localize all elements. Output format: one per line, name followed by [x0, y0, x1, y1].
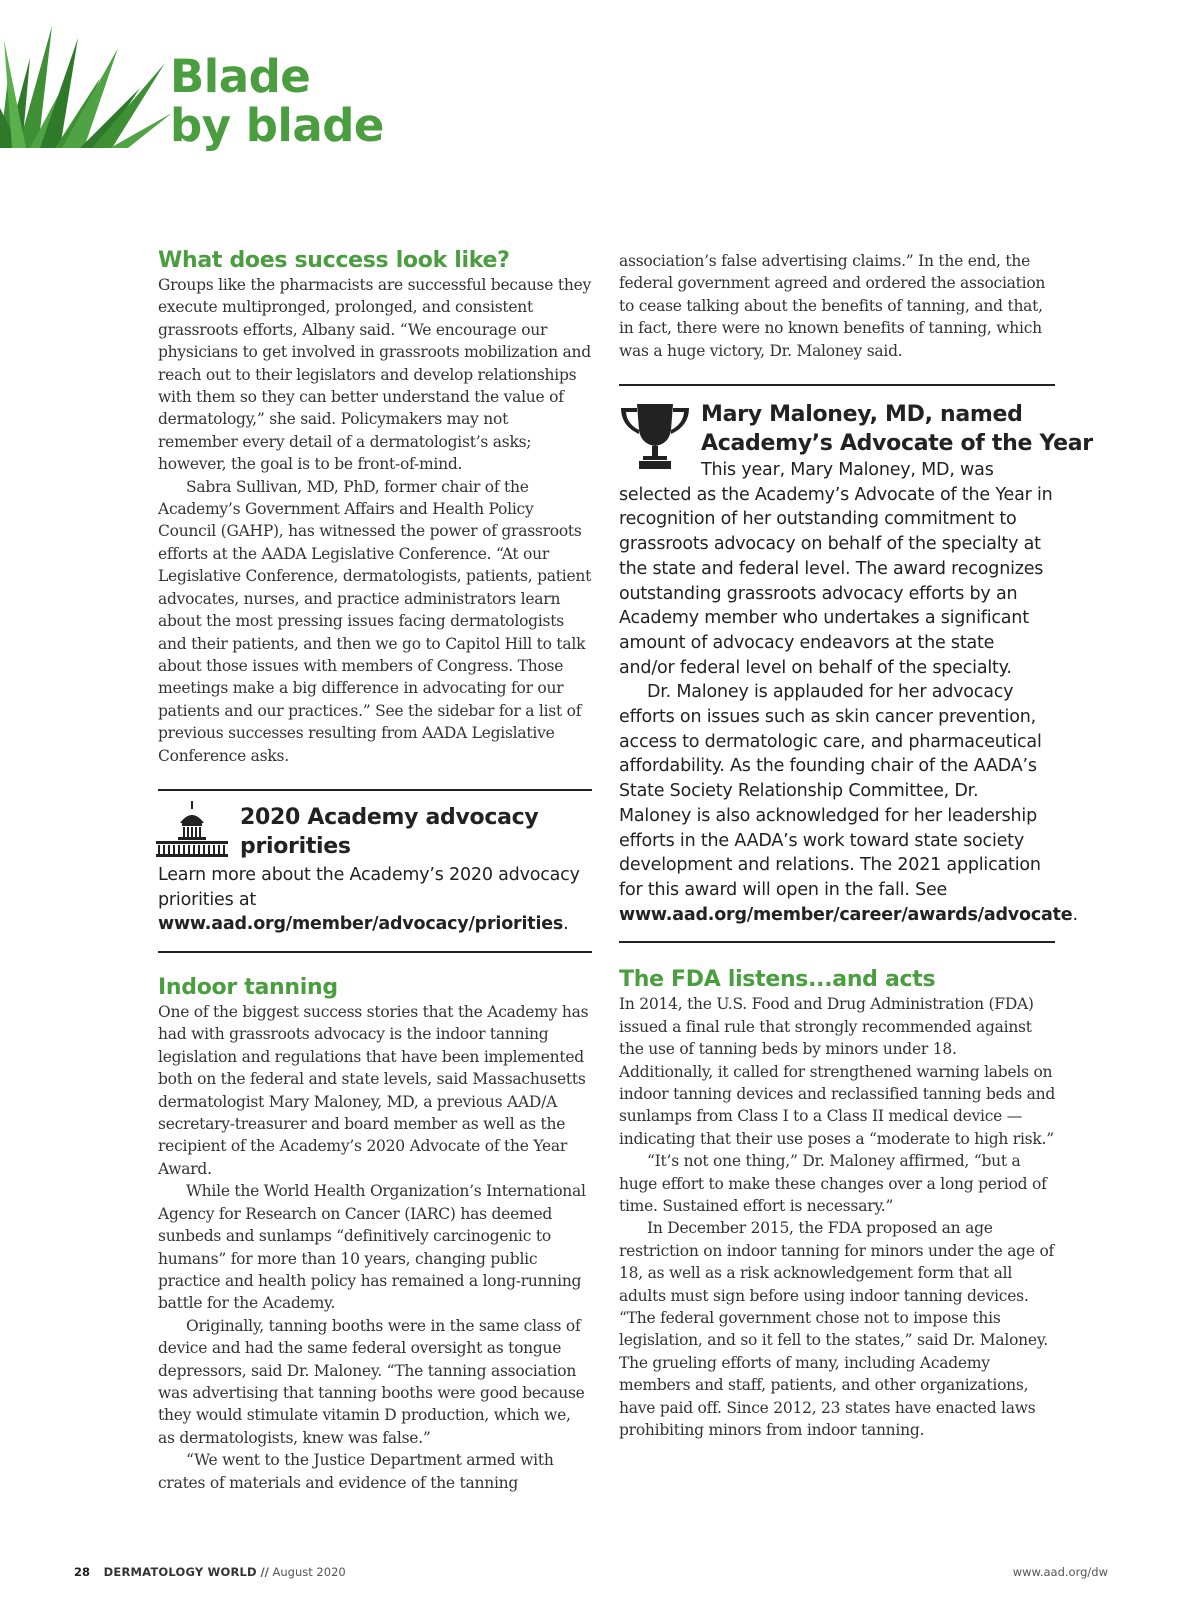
right-column: [619, 250, 1093, 1442]
advocate-paragraph-1: This year, Mary Maloney, MD, was selected as the Academy’s Advocate of the Year in recognition of her outstanding commitment to grassroots advocacy on behalf of the specialty at the state and federal level. The award recognizes outstanding grassroots advocacy efforts by an Academy member who undertakes a significant amount of advocacy endeavors at the state and/or federal level on behalf of the specialty.: [619, 460, 1053, 678]
fda-paragraph-1: In 2014, the U.S. Food and Drug Administration (FDA) issued a final rule that strongly recommended against the use of tanning beds by minors under 18. Additionally, it called for strengthened warning labels on indoor tanning devices and reclassified tanning beds and sunlamps from Class I to a Class II medical device — indicating that their use poses a “moderate to high risk.”: [619, 995, 1056, 1148]
advocate-paragraph-2-body: Dr. Maloney is applauded for her advocacy efforts on issues such as skin cancer prevention, access to dermatologic care, and pharmaceutical affordability. As the founding chair of the AADA’s State Society Relationship Committee, Dr. Maloney is also acknowledged for her leadership efforts in the AADA’s work toward state society development and relations. The 2021 application for this award will open in the fall. See: [619, 682, 1042, 900]
fda-section: [619, 967, 1055, 1441]
advocate-sidebar: [619, 386, 1093, 927]
tanning-paragraph-1: One of the biggest success stories that the Academy has had with grassroots advocacy is the indoor tanning legislation and regulations that have been implemented both on the federal and state levels, said Massachusetts dermatologist Mary Maloney, MD, a previous AAD/A secretary-treasurer and board member as well as the recipient of the Academy’s 2020 Advocate of the Year Award.: [158, 1003, 589, 1178]
continued-section: [619, 250, 1055, 362]
advocate-paragraph-2-end: .: [1072, 904, 1078, 925]
priorities-text: [158, 863, 592, 937]
tanning-paragraph-3: Originally, tanning booths were in the same class of device and had the same federal oversight as tongue depressors, said Dr. Maloney. “The tanning association was advertising that tanning booths were good because they would stimulate vitamin D production, which we, as dermatologists, knew was false.”: [158, 1316, 585, 1447]
tanning-section: [158, 975, 592, 1494]
tanning-paragraph-4: “We went to the Justice Department armed with crates of materials and evidence of the tanning: [158, 1451, 554, 1492]
success-heading: What does success look like?: [158, 248, 510, 273]
footer-left: [74, 1565, 346, 1579]
priorities-sidebar: [158, 791, 592, 937]
advocate-paragraph-2: [619, 680, 1078, 927]
tanning-heading: Indoor tanning: [158, 975, 338, 1001]
priorities-text-body: Learn more about the Academy’s 2020 advocacy priorities at: [158, 864, 580, 910]
divider: [619, 941, 1055, 943]
advocate-title: [701, 400, 1093, 458]
left-column: [158, 248, 592, 1494]
continued-paragraph: association’s false advertising claims.” In the end, the federal government agreed and ordered the association to cease talking about the benefits of tanning, and that, in fact, there were no known benefits of tanning, which was a huge victory, Dr. Maloney said.: [619, 252, 1046, 360]
divider: [158, 951, 592, 953]
success-paragraph-1: Groups like the pharmacists are successful because they execute multipronged, prolonged, and consistent grassroots efforts, Albany said. “We encourage our physicians to get involved in grassroots mobilization and reach out to their legislators and develop relationships with them so they can better understand the value of dermatology,” she said. Policymakers may not remember every detail of a dermatologist’s asks; however, the goal is to be front-of-mind.: [158, 276, 592, 474]
footer-url-text[interactable]: www.aad.org/dw: [1012, 1565, 1108, 1579]
grass-image: [0, 18, 175, 148]
fda-heading: The FDA listens...and acts: [619, 967, 936, 993]
advocate-title-line-2: Academy’s Advocate of the Year: [701, 431, 1093, 457]
title-line-1: Blade: [170, 50, 311, 103]
advocate-title-line-1: Mary Maloney, MD, named: [701, 402, 1023, 428]
page-number: 28: [74, 1565, 91, 1579]
advocate-link[interactable]: www.aad.org/member/career/awards/advocate: [619, 904, 1073, 925]
success-section: [158, 248, 592, 767]
trophy-icon: [617, 404, 693, 470]
fda-paragraph-2: “It’s not one thing,” Dr. Maloney affirmed, “but a huge effort to make these changes over a long period of time. Sustained effort is necessary.”: [619, 1152, 1047, 1216]
fda-paragraph-3: In December 2015, the FDA proposed an age restriction on indoor tanning for minors under the age of 18, as well as a risk acknowledgement form that all adults must sign before using indoor tanning devices. “The federal government chose not to impose this legislation, and so it fell to the states,” said Dr. Maloney. The grueling efforts of many, including Academy members and staff, patients, and other organizations, have paid off. Since 2012, 23 states have enacted laws prohibiting minors from indoor tanning.: [619, 1219, 1055, 1440]
tanning-paragraph-2: While the World Health Organization’s International Agency for Research on Cancer (IARC) has deemed sunbeds and sunlamps “definitively carcinogenic to humans” for more than 10 years, changing public practice and health policy has remained a long-running battle for the Academy.: [158, 1182, 586, 1313]
title-line-2: by blade: [170, 99, 384, 152]
footer-url[interactable]: [1013, 1565, 1108, 1579]
page-title: [170, 52, 384, 150]
capitol-icon: [156, 801, 228, 857]
priorities-link[interactable]: www.aad.org/member/advocacy/priorities: [158, 914, 564, 935]
success-paragraph-2: Sabra Sullivan, MD, PhD, former chair of the Academy’s Government Affairs and Health Policy Council (GAHP), has witnessed the power of grassroots efforts at the AADA Legislative Conference. “At our Legislative Conference, dermatologists, patients, patient advocates, nurses, and practice administrators learn about the most pressing issues facing dermatologists and their patients, and then we go to Capitol Hill to talk about those issues with members of Congress. Those meetings make a big difference in advocating for our patients and our practices.” See the sidebar for a list of previous successes resulting from AADA Legislative Conference asks.: [158, 477, 592, 765]
footer-separator: //: [260, 1565, 269, 1579]
issue-date: August 2020: [272, 1565, 346, 1579]
priorities-text-end: .: [563, 914, 569, 935]
publication-name: DERMATOLOGY WORLD: [103, 1565, 257, 1579]
priorities-title: 2020 Academy advocacy priorities: [240, 804, 539, 859]
